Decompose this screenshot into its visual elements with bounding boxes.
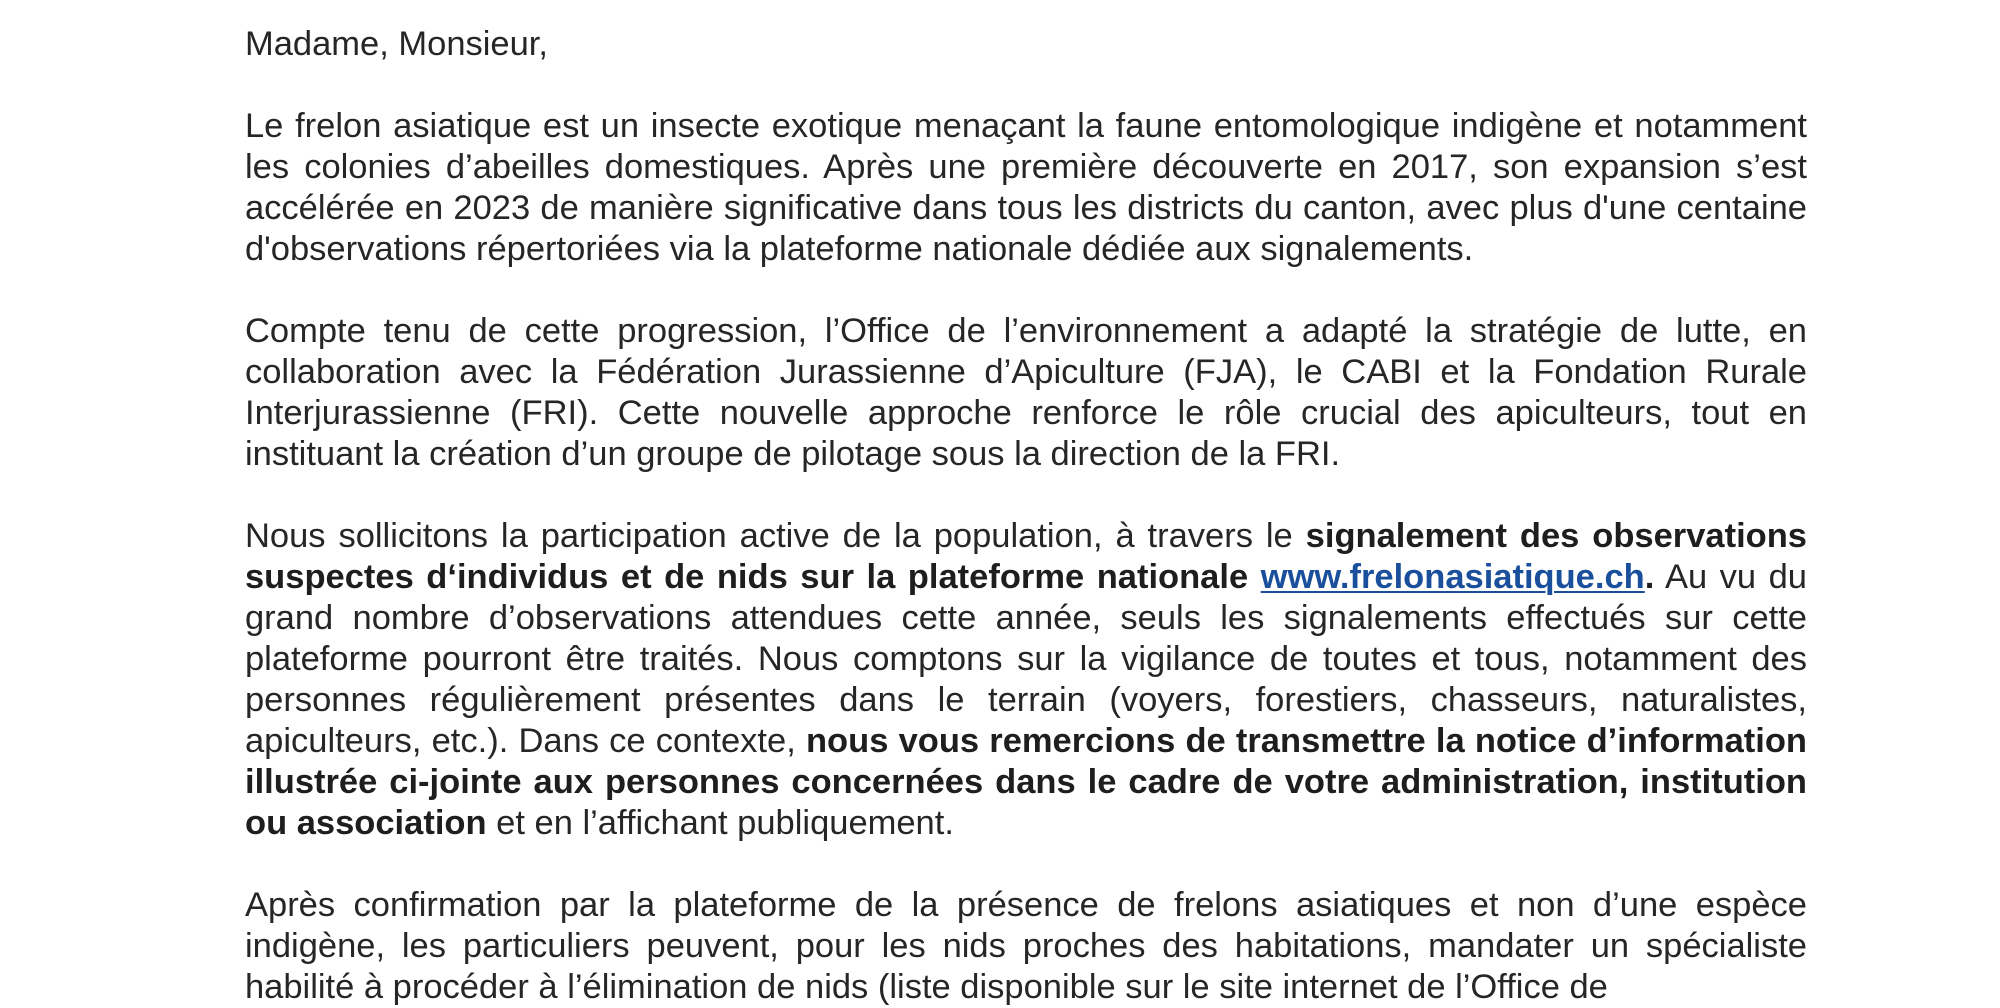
paragraph-4: Après confirmation par la plateforme de la présence de frelons asiatiques et non d’une espèce indigène, les particuliers peuvent, pour les nids proches des habitations, mandater un spécialiste habilité à procéder à l’élimination de nids (liste disponible sur le site internet de l’Office de bbox=[245, 886, 1807, 1006]
paragraph-3-text-3: et en l’affichant publiquement. bbox=[486, 804, 954, 842]
paragraph-3-bold-1: signalement des observations suspectes d‘individus et de nids sur la plateforme nationale bbox=[245, 517, 1807, 596]
paragraph-2: Compte tenu de cette progression, l’Office de l’environnement a adapté la stratégie de lutte, en collaboration avec la Fédération Jurassienne d’Apiculture (FJA), le CABI et la Fondation Rurale Interjurassienne (FRI). Cette nouvelle approche renforce le rôle crucial des apiculteurs, tout en instituant la création d’un groupe de pilotage sous la direction de la FRI. bbox=[245, 312, 1807, 473]
paragraph-3 bbox=[245, 516, 1807, 844]
letter-body bbox=[245, 24, 1807, 1008]
salutation: Madame, Monsieur, bbox=[245, 25, 548, 63]
frelonasiatique-link[interactable]: www.frelonasiatique.ch bbox=[1260, 558, 1645, 596]
paragraph-1: Le frelon asiatique est un insecte exotique menaçant la faune entomologique indigène et notamment les colonies d’abeilles domestiques. Après une première découverte en 2017, son expansion s’est accélérée en 2023 de manière significative dans tous les districts du canton, avec plus d'une centaine d'observations répertoriées via la plateforme nationale dédiée aux signalements. bbox=[245, 107, 1807, 268]
paragraph-3-text-2: Au vu du grand nombre d’observations attendues cette année, seuls les signalements effectués sur cette plateforme pourront être traités. Nous comptons sur la vigilance de toutes et tous, notamment des personnes régulièrement présentes dans le terrain (voyers, forestiers, chasseurs, naturalistes, apiculteurs, etc.). Dans ce contexte, bbox=[245, 558, 1807, 760]
paragraph-3-bold-2: . bbox=[1644, 558, 1655, 596]
paragraph-3-bold-3: nous vous remercions de transmettre la notice d’information illustrée ci-jointe aux personnes concernées dans le cadre de votre administration, institution ou association bbox=[245, 722, 1808, 842]
paragraph-3-text-1: Nous sollicitons la participation active de la population, à travers le bbox=[245, 517, 1306, 555]
